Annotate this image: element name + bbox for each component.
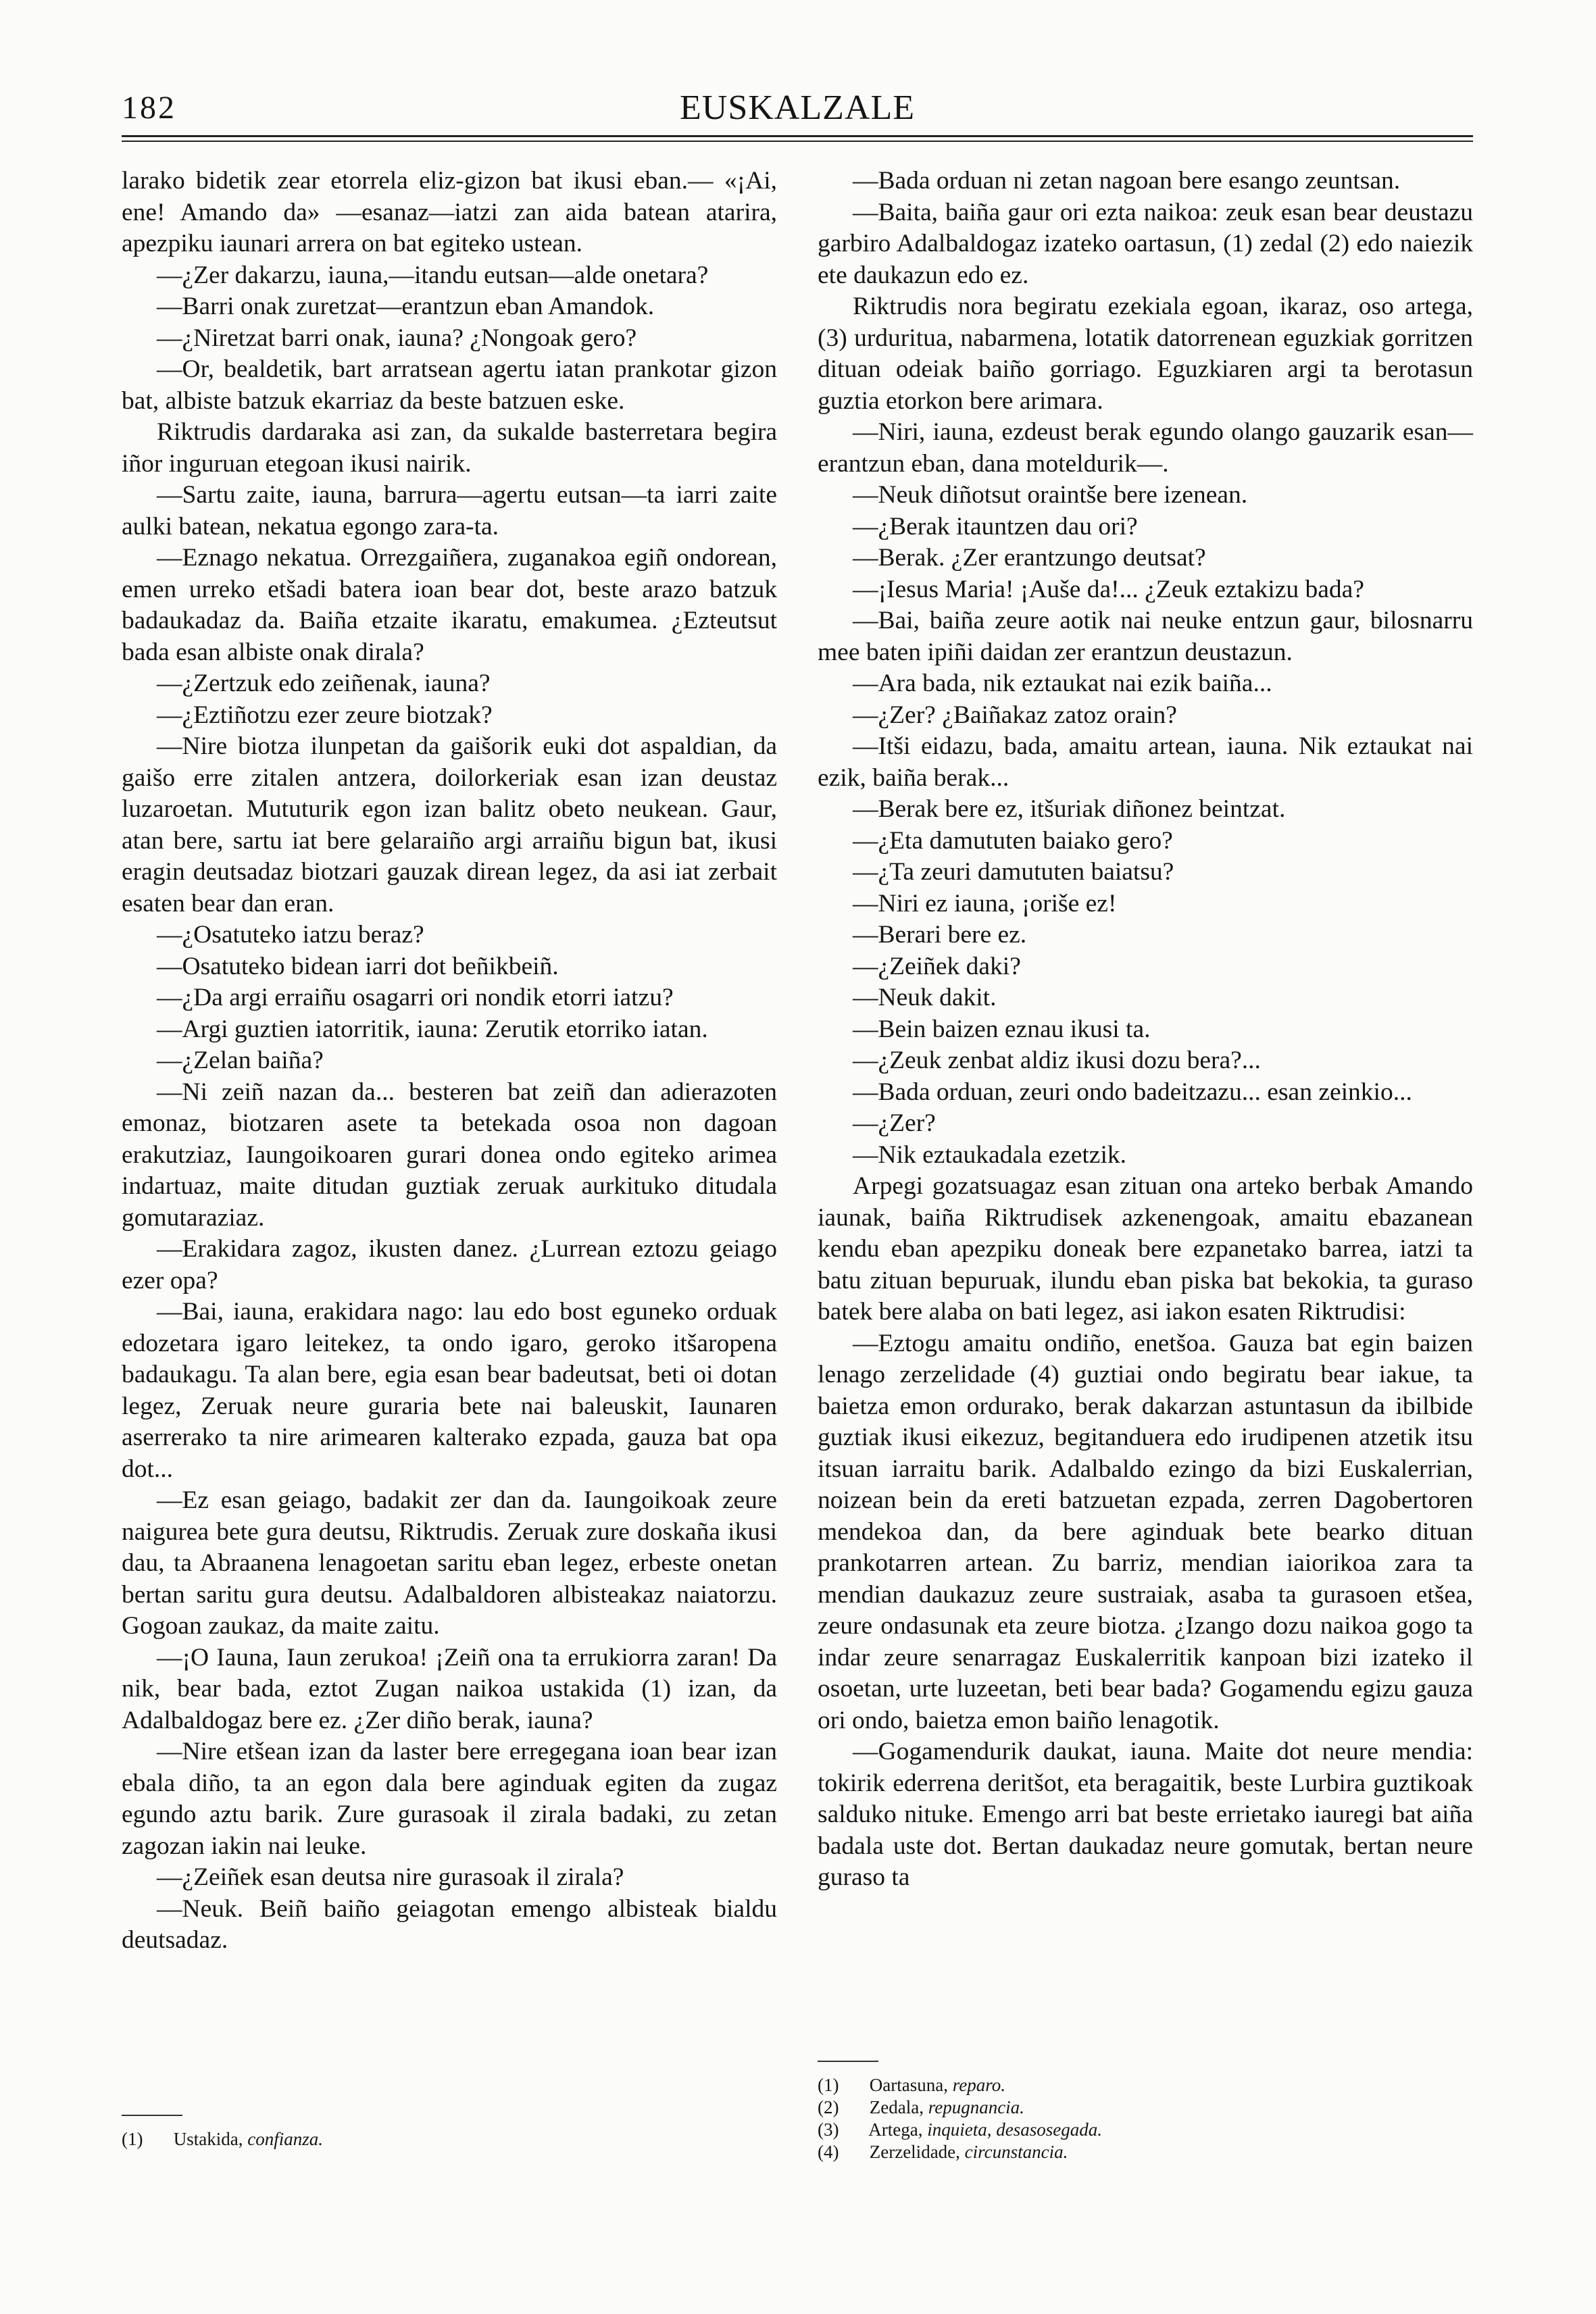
paragraph: —Baita, baiña gaur ori ezta naikoa: zeuk esan bear deustazu garbiro Adalbaldogaz izateko oartasun, (1) zedal (2) edo naiezik ete daukazun edo ez. bbox=[818, 198, 1473, 289]
footnote bbox=[122, 2128, 777, 2150]
paragraph: —Bai, baiña zeure aotik nai neuke entzun gaur, bilosnarru mee baten ipiñi daidan zer erantzun deustazun. bbox=[818, 607, 1473, 666]
paragraph: —¿Zer? ¿Baiñakaz zatoz orain? bbox=[853, 701, 1177, 729]
footnote-term: Artega, bbox=[868, 2119, 923, 2140]
paragraph: —Neuk diñotsut oraintše bere izenean. bbox=[853, 481, 1248, 509]
paragraph: Arpegi gozatsuagaz esan zituan ona arteko berbak Amando iaunak, baiña Riktrudisek azkenengoak, amaitu ebazanean kendu eban apezpiku doneak bere ezpanetako barrea, iatzi ta batu zituan bepuruak, ilundu eban piska bat bekokia, ta guraso batek bere alaba on bati legez, asi iakon esaten Riktrudisi: bbox=[818, 1172, 1473, 1326]
footnote-gloss: repugnancia. bbox=[928, 2097, 1024, 2117]
footnote-rule-left bbox=[122, 2115, 182, 2116]
footnote-number: (1) bbox=[122, 2129, 143, 2149]
paragraph: —¿Da argi erraiñu osagarri ori nondik etorri iatzu? bbox=[157, 984, 674, 1011]
footnote-gloss: reparo. bbox=[952, 2075, 1005, 2095]
running-title: EUSKALZALE bbox=[680, 89, 915, 127]
footnote-gloss: inquieta, desasosegada. bbox=[927, 2119, 1102, 2140]
paragraph: —Bada orduan, zeuri ondo badeitzazu... esan zeinkio... bbox=[853, 1078, 1412, 1106]
paragraph: —Ara bada, nik eztaukat nai ezik baiña... bbox=[853, 670, 1272, 697]
paragraph: —Sartu zaite, iauna, barrura—agertu eutsan—ta iarri zaite aulki batean, nekatua egongo zara-ta. bbox=[122, 481, 777, 540]
paragraph: —Nire etšean izan da laster bere erregegana ioan bear izan ebala diño, ta an egon dala bere aginduak egiten da zugaz egundo aztu barik. Zure gurasoak il zirala badaki, zu zetan zagozan iakin nai leuke. bbox=[122, 1738, 777, 1860]
paragraph: —¿Eztiñotzu ezer zeure biotzak? bbox=[157, 701, 493, 729]
footnote bbox=[818, 2096, 1473, 2119]
paragraph: —Barri onak zuretzat—erantzun eban Amandok. bbox=[157, 293, 655, 320]
paragraph: —¿Eta damututen baiako gero? bbox=[853, 826, 1173, 855]
footnotes-right bbox=[818, 2074, 1473, 2163]
paragraph: —Eznago nekatua. Orrezgaiñera, zuganakoa egiñ ondorean, emen urreko etšadi batera ioan bear dot, beste arazo batzuk badaukadaz da. Baiña etzaite ikaratu, emakumea. ¿Ezteutsut bada esan albiste onak dirala? bbox=[122, 544, 777, 666]
footnote-rule-right bbox=[818, 2061, 878, 2062]
paragraph: —¿Zer? bbox=[853, 1109, 936, 1137]
header-rule bbox=[122, 135, 1473, 142]
footnote bbox=[818, 2074, 1473, 2096]
paragraph: —¿Zertzuk edo zeiñenak, iauna? bbox=[157, 670, 491, 697]
paragraph: —¿Berak itauntzen dau ori? bbox=[853, 512, 1138, 540]
paragraph: —Niri, iauna, ezdeust berak egundo olango gauzarik esan—erantzun eban, dana moteldurik—. bbox=[818, 418, 1473, 478]
paragraph: —Erakidara zagoz, ikusten danez. ¿Lurrean eztozu geiago ezer opa? bbox=[122, 1235, 777, 1294]
paragraph: —¡O Iauna, Iaun zerukoa! ¡Zeiñ ona ta errukiorra zaran! Da nik, bear bada, eztot Zugan naikoa ustakida (1) izan, da Adalbaldogaz bere ez. ¿Zer diño berak, iauna? bbox=[122, 1643, 777, 1734]
paragraph: —¿Zeiñek esan deutsa nire gurasoak il zirala? bbox=[157, 1863, 624, 1891]
paragraph: —Neuk dakit. bbox=[853, 984, 997, 1011]
paragraph: —¿Ta zeuri damututen baiatsu? bbox=[853, 858, 1174, 886]
paragraph: —¿Osatuteko iatzu beraz? bbox=[157, 921, 424, 949]
footnote-term: Zerzelidade, bbox=[869, 2142, 960, 2162]
paragraph: larako bidetik zear etorrela eliz-gizon bat ikusi eban.— «¡Ai, ene! Amando da» —esanaz—iatzi zan aida batean atarira, apezpiku iaunari arrera on bat egiteko ustean. bbox=[122, 167, 777, 257]
footnote-number: (4) bbox=[818, 2142, 839, 2162]
paragraph: —Nik eztaukadala ezetzik. bbox=[853, 1140, 1126, 1169]
page-number: 182 bbox=[122, 90, 176, 126]
paragraph: —Ez esan geiago, badakit zer dan da. Iaungoikoak zeure naigurea bete gura deutsu, Riktrudis. Zeruak zure doskaña ikusi dau, ta Abraanena lenagoetan saritu eban legez, erbeste onetan bertan saritu gura deutsu. Adalbaldoren albisteakaz naiatorzu. Gogoan zaukaz, da maite zaitu. bbox=[122, 1486, 777, 1640]
footnote-term: Ustakida, bbox=[173, 2129, 243, 2149]
right-column bbox=[818, 166, 1473, 1894]
paragraph: —Neuk. Beiñ baiño geiagotan emengo albisteak bialdu deutsadaz. bbox=[122, 1894, 777, 1954]
paragraph: —Bada orduan ni zetan nagoan bere esango zeuntsan. bbox=[853, 167, 1401, 195]
paragraph: —Gogamendurik daukat, iauna. Maite dot neure mendia: tokirik ederrena deritšot, eta beragaitik, beste Lurbira guztikoak salduko nituke. Emengo arri bat beste errietako iauregi bat aiña badala uste dot. Bertan daukadaz neure gomutak, bertan neure guraso ta bbox=[818, 1738, 1473, 1891]
paragraph: —¿Zelan baiña? bbox=[157, 1047, 324, 1074]
footnote bbox=[818, 2119, 1473, 2141]
paragraph: —Berak bere ez, itšuriak diñonez beintzat. bbox=[853, 795, 1286, 823]
paragraph: Riktrudis nora begiratu ezekiala egoan, ikaraz, oso artega, (3) urduritua, nabarmena, lotatik datorrenean eguzkiak gorritzen dituan odeiak baiño gorriago. Eguzkiaren argi ta berotasun guztia etorkon bere arimara. bbox=[818, 293, 1473, 415]
footnote-number: (1) bbox=[818, 2075, 839, 2095]
footnote bbox=[818, 2141, 1473, 2163]
paragraph: —Nire biotza ilunpetan da gaišorik euki dot aspaldian, da gaišo erre zitalen antzera, doilorkeriak esan izan deustaz luzaroetan. Mututurik egon izan balitz obeto neukean. Gaur, atan bere, sartu iat bere gelaraiño argi arraiñu bigun bat, ikusi eragin deutsadaz biotzari gauzak direan legez, da asi iat zerbait esaten bear dan eran. bbox=[122, 732, 777, 917]
paragraph: —Berak. ¿Zer erantzungo deutsat? bbox=[853, 544, 1206, 572]
footnote-term: Oartasuna, bbox=[869, 2075, 948, 2095]
paragraph: —Ni zeiñ nazan da... besteren bat zeiñ dan adierazoten emonaz, biotzaren asete ta betekada osoa non dagoan erakutziaz, Iaungoikoaren gurari donea ondo egiteko arimea indartuaz, maite ditudan guztiak zeruak aurkituko ditudala gomutaraziaz. bbox=[122, 1078, 777, 1232]
footnote-gloss: confianza. bbox=[247, 2129, 323, 2149]
paragraph: —Eztogu amaitu ondiño, enetšoa. Gauza bat egin baizen lenago zerzelidade (4) guztiai ondo begiratu bear iakue, ta baietza emon ordurako, berak dakarzan astuntasun da ibilbide guztiak ikusi eikezuz, begitanduera edo irudipenen atzetik itsu itsuan iarraitu barik. Adalbaldo ezingo da bizi Euskalerrian, noizean bein da ereti batzuetan ezpada, zerren Dagobertoren mendekoa dan, da bere aginduak bete bearko dituan prankotarren artean. Zu barriz, mendian iaiorikoa zara ta mendian daukazuz zeure sustraiak, asaba ta gurasoen etšea, zeure ondasunak eta zeure biotza. ¿Izango dozu naikoa gogo ta indar zeure senarragaz Euskalerritik kanpoan bizi izateko il osoetan, urte luzeetan, beti bear bada? Gogamendu egizu gauza ori ondo, baietza emon baiño lenagotik. bbox=[818, 1329, 1473, 1734]
paragraph: —Argi guztien iatorritik, iauna: Zerutik etorriko iatan. bbox=[157, 1015, 708, 1043]
paragraph: Riktrudis dardaraka asi zan, da sukalde basterretara begira iñor inguruan etegoan ikusi nairik. bbox=[122, 418, 777, 478]
paragraph: —Or, bealdetik, bart arratsean agertu iatan prankotar gizon bat, albiste batzuk ekarriaz da beste batzuen eske. bbox=[122, 355, 777, 415]
paragraph: —Osatuteko bidean iarri dot beñikbeiñ. bbox=[157, 952, 559, 980]
paragraph: —¿Niretzat barri onak, iauna? ¿Nongoak gero? bbox=[157, 324, 637, 352]
paragraph: —¿Zer dakarzu, iauna,—itandu eutsan—alde onetara? bbox=[157, 261, 709, 289]
paragraph: —Niri ez iauna, ¡oriše ez! bbox=[853, 889, 1117, 917]
paragraph: —¿Zeiñek daki? bbox=[853, 952, 1021, 980]
left-column bbox=[122, 166, 777, 1957]
footnote-number: (2) bbox=[818, 2097, 839, 2117]
footnote-gloss: circunstancia. bbox=[964, 2142, 1068, 2162]
footnote-number: (3) bbox=[818, 2119, 839, 2140]
paragraph: —Berari bere ez. bbox=[853, 921, 1027, 949]
paragraph: —Bai, iauna, erakidara nago: lau edo bost eguneko orduak edozetara igaro leitekez, ta ondo igaro, geroko itšaropena badaukagu. Ta alan bere, egia esan bear badeutsat, beti oi dotan legez, Zeruak neure guraria bete nai baleuskit, Iaunaren aserrerako ta nire arimearen kalterako ezpada, gauza bat opa dot... bbox=[122, 1298, 777, 1483]
paragraph: —¿Zeuk zenbat aldiz ikusi dozu bera?... bbox=[853, 1047, 1261, 1074]
page-header bbox=[122, 81, 1473, 135]
paragraph: —¡Iesus Maria! ¡Auše da!... ¿Zeuk eztakizu bada? bbox=[853, 575, 1364, 603]
footnote-term: Zedala, bbox=[869, 2097, 924, 2117]
paragraph: —Itši eidazu, bada, amaitu artean, iauna. Nik eztaukat nai ezik, baiña berak... bbox=[818, 732, 1473, 792]
paragraph: —Bein baizen eznau ikusi ta. bbox=[853, 1015, 1151, 1043]
footnotes-left bbox=[122, 2128, 777, 2150]
